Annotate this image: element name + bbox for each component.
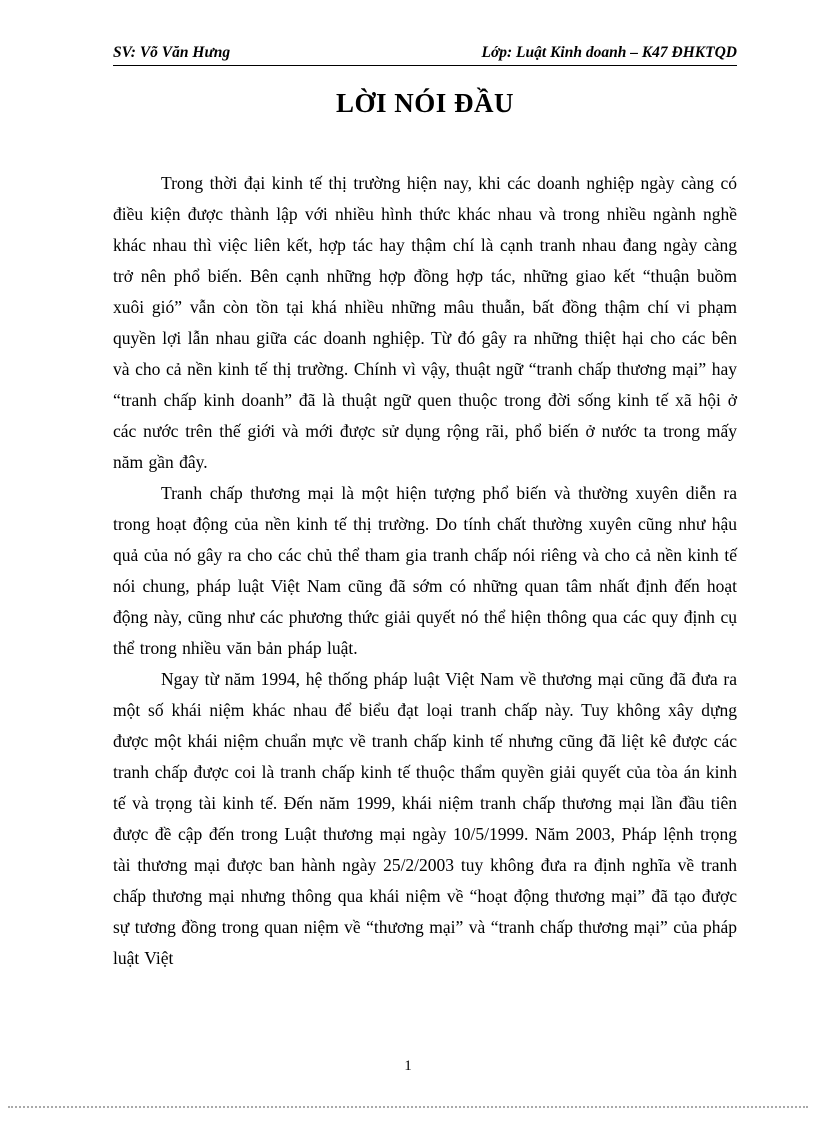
page-header: [113, 44, 737, 66]
header-student-name: SV: Võ Văn Hưng: [113, 44, 231, 61]
paragraph-1: Trong thời đại kinh tế thị trường hiện nay, khi các doanh nghiệp ngày càng có điều kiện được thành lập với nhiều hình thức khác nhau và trong nhiều ngành nghề khác nhau thì việc liên kết, hợp tác hay thậm chí là cạnh tranh nhau đang ngày càng trở nên phổ biến. Bên cạnh những hợp đồng hợp tác, những giao kết “thuận buồm xuôi gió” vẫn còn tồn tại khá nhiều những mâu thuẫn, bất đồng thậm chí vi phạm quyền lợi lẫn nhau giữa các doanh nghiệp. Từ đó gây ra những thiệt hại cho các bên và cho cả nền kinh tế thị trường. Chính vì vậy, thuật ngữ “tranh chấp thương mại” hay “tranh chấp kinh doanh” đã là thuật ngữ quen thuộc trong đời sống kinh tế xã hội ở các nước trên thế giới và mới được sử dụng rộng rãi, phổ biến ở nước ta trong mấy năm gần đây.: [113, 173, 737, 472]
paragraph-3: Ngay từ năm 1994, hệ thống pháp luật Việt Nam về thương mại cũng đã đưa ra một số khái niệm khác nhau để biểu đạt loại tranh chấp này. Tuy không xây dựng được một khái niệm chuẩn mực về tranh chấp kinh tế nhưng cũng đã liệt kê được các tranh chấp được coi là tranh chấp kinh tế thuộc thẩm quyền giải quyết của tòa án kinh tế và trọng tài kinh tế. Đến năm 1999, khái niệm tranh chấp thương mại lần đầu tiên được đề cập đến trong Luật thương mại ngày 10/5/1999. Năm 2003, Pháp lệnh trọng tài thương mại được ban hành ngày 25/2/2003 tuy không đưa ra định nghĩa về tranh chấp thương mại nhưng thông qua khái niệm về “hoạt động thương mại” đã tạo được sự tương đồng trong quan niệm về “thương mại” và “tranh chấp thương mại” của pháp luật Việt: [113, 669, 737, 968]
document-title: LỜI NÓI ĐẦU: [335, 88, 515, 118]
page-number: 1: [404, 1058, 412, 1074]
bottom-dotted-divider: [8, 1106, 808, 1108]
page-footer: [0, 1058, 816, 1075]
document-body: [113, 168, 737, 974]
header-class-name: Lớp: Luật Kinh doanh – K47 ĐHKTQD: [481, 44, 737, 61]
paragraph-2: Tranh chấp thương mại là một hiện tượng phổ biến và thường xuyên diễn ra trong hoạt động của nền kinh tế thị trường. Do tính chất thường xuyên cũng như hậu quả của nó gây ra cho các chủ thể tham gia tranh chấp nói riêng và cho cả nền kinh tế nói chung, pháp luật Việt Nam cũng đã sớm có những quan tâm nhất định đến hoạt động này, cũng như các phương thức giải quyết nó thể hiện thông qua các quy định cụ thể trong nhiều văn bản pháp luật.: [113, 483, 737, 658]
